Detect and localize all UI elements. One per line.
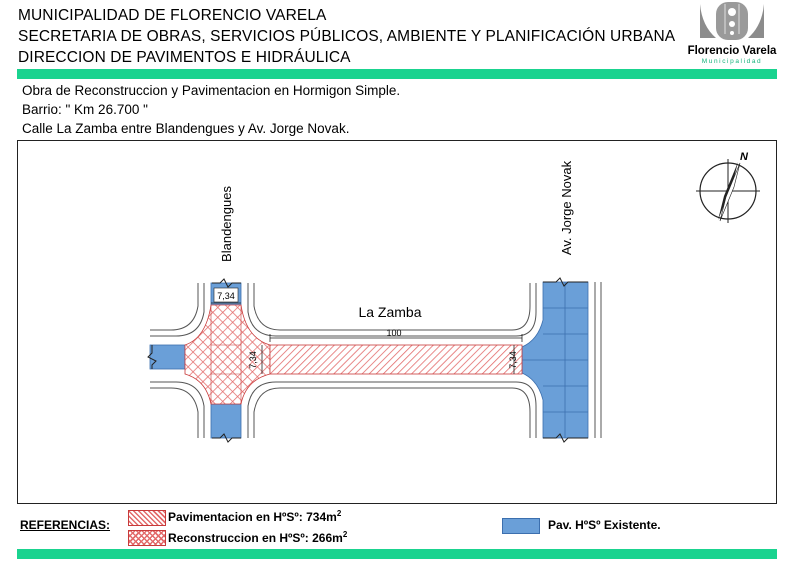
dim-width-top: 7,34 xyxy=(217,291,235,301)
swatch-paving xyxy=(128,510,166,526)
header-line-3: DIRECCION DE PAVIMENTOS E HIDRÁULICA xyxy=(18,49,351,66)
obra-line-1: Obra de Reconstruccion y Pavimentacion en Hormigon Simple. xyxy=(22,83,401,98)
ref-existing-label: Pav. HºSº Existente. xyxy=(548,518,661,532)
north-arrow-icon xyxy=(696,151,760,223)
references-title: REFERENCIAS: xyxy=(20,518,111,532)
obra-line-3: Calle La Zamba entre Blandengues y Av. Jorge Novak. xyxy=(22,121,350,136)
dim-width-left: 7,34 xyxy=(248,351,258,369)
dim-length: 100 xyxy=(386,328,402,338)
header-line-1: MUNICIPALIDAD DE FLORENCIO VARELA xyxy=(18,7,327,24)
logo-name: Florencio Varela xyxy=(687,45,777,57)
ref-paving-label: Pavimentacion en HºSº: $734m^2$ xyxy=(168,509,342,524)
north-label: N xyxy=(740,151,748,163)
ref-reconstruction-label: Reconstruccion en HºSº: $266m^2$ xyxy=(168,530,348,545)
street-label-la-zamba: La Zamba xyxy=(358,304,422,320)
dim-width-right: 7,34 xyxy=(508,351,518,369)
obra-line-2: Barrio: " Km 26.700 " xyxy=(22,102,148,117)
ref-reconstruction-sup: 2 xyxy=(342,530,348,539)
ref-paving-sup: 2 xyxy=(336,509,342,518)
street-label-blandengues: Blandengues xyxy=(219,186,234,262)
swatch-existing xyxy=(502,518,540,534)
swatch-reconstruction xyxy=(128,530,166,546)
header-line-2: SECRETARIA DE OBRAS, SERVICIOS PÚBLICOS, AMBIENTE Y PLANIFICACIÓN URBANA xyxy=(18,28,676,45)
paving-area xyxy=(270,345,522,374)
street-label-jorge-novak: Av. Jorge Novak xyxy=(559,160,574,256)
logo-subtitle: Municipalidad xyxy=(701,58,763,65)
bottom-accent-bar xyxy=(17,549,777,559)
